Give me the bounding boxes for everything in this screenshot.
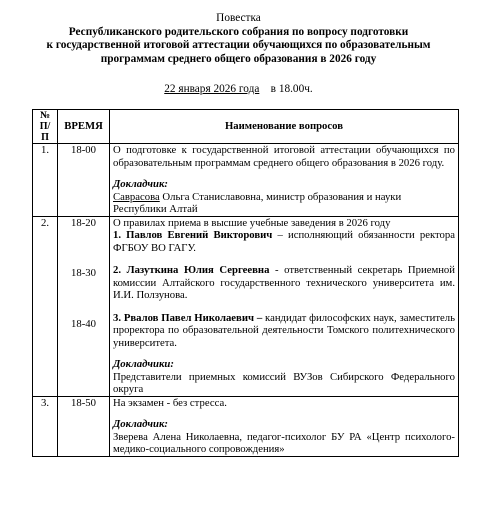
row-content (110, 396, 459, 456)
row-topic: На экзамен - без стресса. (113, 396, 227, 409)
table-row (33, 396, 459, 456)
speaker-label: Докладчик: (113, 418, 168, 430)
row-num: 2. (33, 216, 58, 396)
speaker-2 (113, 264, 455, 302)
header-time: ВРЕМЯ (58, 110, 110, 144)
speaker-surname: Саврасова (113, 190, 160, 203)
document-heading (0, 12, 477, 66)
row-time: 18-50 (58, 396, 110, 456)
header-topic: Наименование вопросов (110, 110, 459, 144)
header-num: № П/П (33, 110, 58, 144)
row-topic: О правилах приема в высшие учебные заведения в 2026 году (113, 216, 391, 229)
heading-line-1: Повестка (216, 12, 261, 24)
speaker-text: Зверева Алена Николаевна, педагог-психолог БУ РА «Центр психолого-медико-социального сопровождения» (113, 430, 455, 455)
speaker-2-rest: - ответственный секретарь Приемной комиссии Алтайского государственного технического университета им. И.И. Ползунова. (113, 264, 455, 301)
meeting-date (0, 83, 477, 95)
heading-line-4: программам среднего общего образования в 2026 году (100, 52, 377, 65)
table-header-row (33, 110, 459, 144)
speaker-1 (113, 229, 455, 254)
time-3: 18-40 (71, 317, 96, 330)
time-2: 18-30 (71, 267, 96, 279)
row-topic: О подготовке к государственной итоговой аттестации обучающихся по образовательным программам среднего общего образования в 2026 году. (113, 144, 455, 169)
speaker-3-name: 3. Рвалов Павел Николаевич – (113, 311, 263, 324)
row-time: 18-00 (58, 144, 110, 217)
speaker-label: Докладчик: (113, 178, 168, 190)
row-times (58, 216, 110, 396)
time-1: 18-20 (71, 216, 96, 229)
speaker-2-name: 2. Лазуткина Юлия Сергеевна (113, 264, 270, 276)
speakers-text: Представители приемных комиссий ВУЗов Сибирского Федерального округа (113, 370, 455, 395)
heading-line-3: к государственной итоговой аттестации обучающихся по образовательным (46, 39, 431, 51)
row-content (110, 216, 459, 396)
time-text: в 18.00ч. (270, 83, 313, 95)
row-num: 1. (33, 144, 58, 217)
speaker-rest: Ольга Станиславовна, министр образования и науки Республики Алтай (113, 190, 402, 215)
row-content (110, 144, 459, 217)
speaker-1-rest: – исполняющий обязанности ректора ФГБОУ ВО ГАГУ. (113, 229, 455, 254)
heading-line-2: Республиканского родительского собрания по вопросу подготовки (68, 25, 409, 38)
table-row (33, 144, 459, 217)
date-text: 22 января 2026 года (164, 83, 260, 95)
speaker-3 (113, 312, 455, 350)
agenda-table (32, 109, 459, 457)
speaker-1-name: 1. Павлов Евгений Викторович (113, 229, 273, 241)
speakers-label: Докладчики: (113, 358, 174, 370)
speaker-3-rest: кандидат философских наук, заместитель проректора по образовательной деятельности Томского политехнического университета. (113, 311, 456, 349)
table-row (33, 216, 459, 396)
speaker-text (113, 191, 455, 216)
row-num: 3. (33, 396, 58, 456)
